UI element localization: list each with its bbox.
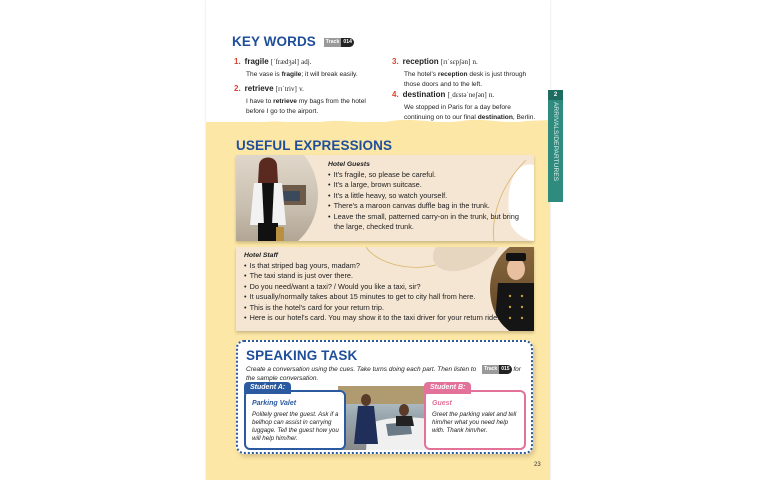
key-word-3 <box>392 57 542 89</box>
word-number: 1. <box>234 57 241 66</box>
hotel-guest-photo <box>236 155 318 241</box>
list-item: • Is that striped bag yours, madam? <box>244 261 504 271</box>
speaking-task-box <box>236 340 533 454</box>
list-item: • It's a large, brown suitcase. <box>328 180 528 190</box>
list-item: • There's a maroon canvas duffle bag in the trunk. <box>328 201 528 211</box>
list-item: • The taxi stand is just over there. <box>244 271 504 281</box>
page-number: 23 <box>534 462 541 468</box>
word: fragile <box>244 57 269 66</box>
student-b-role: Guest <box>432 400 452 407</box>
word-number: 3. <box>392 57 399 66</box>
hotel-guests-list <box>328 170 528 232</box>
track-badge-014[interactable] <box>324 38 354 47</box>
valet-opening-car-door-icon <box>338 386 434 450</box>
word: destination <box>402 90 446 99</box>
key-words-heading <box>232 34 354 49</box>
student-b-label: Student B: <box>424 382 471 394</box>
student-a-description: Politely greet the guest. Ask if a bellhop can assist in carrying luggage. Tell the guest how you will help him/her. <box>252 411 339 442</box>
word-example: The vase is fragile; it will break easily. <box>246 71 358 78</box>
key-words-title: KEY WORDS <box>232 34 316 49</box>
word-example: We stopped in Paris for a day before continuing on to our final destination, Berlin. <box>404 104 536 121</box>
word-ipa: [rɪˈtriv] <box>275 85 297 93</box>
track-badge-015[interactable] <box>482 365 511 374</box>
word-number: 2. <box>234 84 241 93</box>
hotel-staff-panel <box>236 247 534 331</box>
word-pos: n. <box>488 91 495 99</box>
word-pos: v. <box>299 85 304 93</box>
word-pos: adj. <box>301 58 312 66</box>
chapter-number: 2 <box>548 90 563 100</box>
hotel-guests-title: Hotel Guests <box>328 161 370 168</box>
hotel-staff-title: Hotel Staff <box>244 252 278 259</box>
word-ipa: [rɪˈsɛpʃən] <box>440 58 471 66</box>
chapter-tab[interactable] <box>548 90 563 202</box>
useful-expressions-heading: USEFUL EXPRESSIONS <box>236 138 393 153</box>
list-item: • It's a little heavy, so watch yourself. <box>328 191 528 201</box>
list-item: • Here is our hotel's card. You may show it to the taxi driver for your return ride. <box>244 313 504 323</box>
hotel-staff-list <box>244 261 504 323</box>
chapter-label: ARRIVALS/DEPARTURES <box>552 102 559 182</box>
valet-car-photo <box>338 386 434 450</box>
word-ipa: [ˌdɛstəˈneʃən] <box>447 91 487 99</box>
track-number: 015 <box>501 366 510 372</box>
word: reception <box>402 57 439 66</box>
student-a-card <box>244 384 346 450</box>
torn-edge-decoration <box>206 112 550 132</box>
word-ipa: [ˈfrædʒəl] <box>270 58 299 66</box>
list-item: • Leave the small, patterned carry-on in the trunk, but bring the large, checked trunk. <box>328 212 528 233</box>
track-label: Track <box>484 366 498 372</box>
word-number: 4. <box>392 90 399 99</box>
student-a-role: Parking Valet <box>252 400 297 407</box>
speaking-task-heading: SPEAKING TASK <box>246 348 358 363</box>
speaking-task-instruction: Create a conversation using the cues. Take turns doing each part. Then listen to Track 015 for the sample conversation. <box>246 366 521 382</box>
hotel-guests-panel <box>236 155 534 241</box>
track-number: 014 <box>343 38 353 45</box>
student-a-label: Student A: <box>244 382 291 394</box>
student-b-description: Greet the parking valet and tell him/her what you need help with. Thank him/her. <box>432 411 517 434</box>
list-item: • Do you need/want a taxi? / Would you like a taxi, sir? <box>244 282 504 292</box>
word-example: The hotel's reception desk is just through those doors and to the left. <box>404 71 527 88</box>
woman-with-suitcase-icon <box>236 155 318 241</box>
textbook-page <box>206 0 550 480</box>
key-word-1 <box>234 57 384 80</box>
list-item: • It usually/normally takes about 15 minutes to get to city hall from here. <box>244 292 504 302</box>
word-pos: n. <box>472 58 478 66</box>
list-item: • This is the hotel's card for your return trip. <box>244 303 504 313</box>
student-b-card <box>424 384 526 450</box>
word: retrieve <box>244 84 274 93</box>
list-item: • It's fragile, so please be careful. <box>328 170 528 180</box>
word-example: I have to retrieve my bags from the hotel before I go to the airport. <box>246 98 366 115</box>
track-label: Track <box>325 38 340 45</box>
